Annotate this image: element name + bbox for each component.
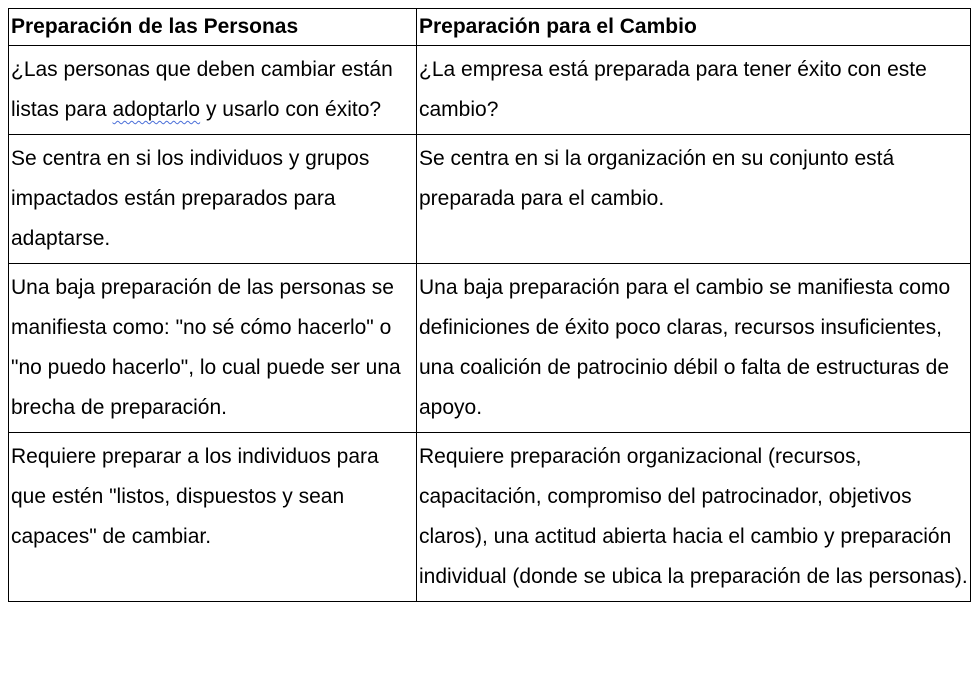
cell-change-focus: Se centra en si la organización en su conjunto está preparada para el cambio. xyxy=(417,135,971,264)
table-row xyxy=(9,264,971,433)
comparison-table xyxy=(8,8,971,602)
table-row xyxy=(9,46,971,135)
header-people-readiness: Preparación de las Personas xyxy=(9,9,417,46)
cell-people-low-readiness: Una baja preparación de las personas se manifiesta como: "no sé cómo hacerlo" o "no puedo hacerlo", lo cual puede ser una brecha de preparación. xyxy=(9,264,417,433)
misspelled-word[interactable]: adoptarlo xyxy=(112,98,201,121)
table-header-row xyxy=(9,9,971,46)
cell-text: y usarlo con éxito? xyxy=(200,98,382,121)
cell-people-requirement: Requiere preparar a los individuos para que estén "listos, dispuestos y sean capaces" de cambiar. xyxy=(9,433,417,602)
cell-change-low-readiness: Una baja preparación para el cambio se manifiesta como definiciones de éxito poco claras, recursos insuficientes, una coalición de patrocinio débil o falta de estructuras de apoyo. xyxy=(417,264,971,433)
cell-change-question: ¿La empresa está preparada para tener éxito con este cambio? xyxy=(417,46,971,135)
table-row xyxy=(9,433,971,602)
cell-text: ¿Las personas que deben cambiar están listas para xyxy=(11,58,393,121)
table-row xyxy=(9,135,971,264)
cell-change-requirement: Requiere preparación organizacional (recursos, capacitación, compromiso del patrocinador, objetivos claros), una actitud abierta hacia el cambio y preparación individual (donde se ubica la preparación de las personas). xyxy=(417,433,971,602)
header-change-readiness: Preparación para el Cambio xyxy=(417,9,971,46)
cell-people-focus: Se centra en si los individuos y grupos impactados están preparados para adaptarse. xyxy=(9,135,417,264)
cell-people-question xyxy=(9,46,417,135)
